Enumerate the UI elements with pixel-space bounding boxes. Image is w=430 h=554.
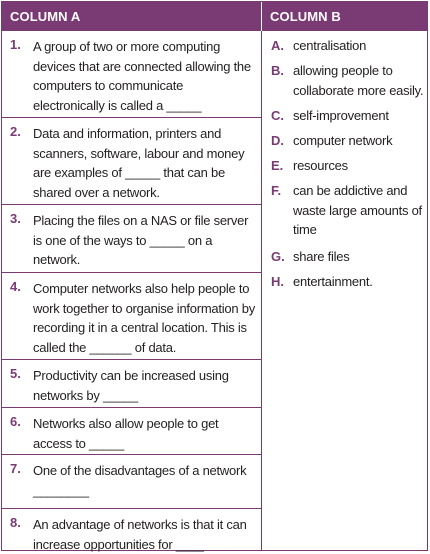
question-text: An advantage of networks is that it can increase opportunities for ____ [33,517,247,552]
question-row-4 [2,273,261,360]
question-row-2 [2,118,261,205]
answer-text: allowing people to collaborate more easily. [293,63,424,98]
table-header [2,2,427,31]
question-row-5 [2,360,261,408]
answer-text: share files [293,249,350,264]
answer-letter: A. [271,38,284,53]
answer-letter: D. [271,133,284,148]
answer-letter: H. [271,274,284,289]
column-divider [261,31,262,550]
question-number: 2. [10,124,21,139]
question-text: A group of two or more computing devices that are connected allowing the computers to communicate electronically is called a _____ [33,39,251,113]
question-text: Productivity can be increased using networks by _____ [33,368,229,403]
question-number: 7. [10,461,21,476]
answer-letter: G. [271,249,285,264]
question-text: Computer networks also help people to work together to organise information by recording it in a central location. This is called the ______ of data. [33,281,255,355]
question-text: Data and information, printers and scanners, software, labour and money are examples of _____ that can be shared over a network. [33,126,245,200]
answer-letter: E. [271,158,284,173]
question-row-7 [2,455,261,509]
question-number: 6. [10,414,21,429]
question-text: Placing the files on a NAS or file server is one of the ways to _____ on a network. [33,213,249,267]
question-text: Networks also allow people to get access to _____ [33,416,219,451]
answer-text: computer network [293,133,393,148]
header-divider [261,2,262,31]
answer-letter: B. [271,63,284,78]
answer-letter: F. [271,183,282,198]
question-text: One of the disadvantages of a network ________ [33,463,247,498]
question-number: 4. [10,279,21,294]
answer-text: can be addictive and waste large amounts of time [293,183,422,237]
question-number: 8. [10,515,21,530]
question-number: 1. [10,37,21,52]
question-number: 5. [10,366,21,381]
column-b-heading: COLUMN B [270,9,341,24]
question-number: 3. [10,211,21,226]
answer-text: centralisation [293,38,367,53]
answer-text: entertainment. [293,274,373,289]
question-row-8 [2,509,261,551]
matching-table [1,1,428,551]
question-row-6 [2,408,261,455]
question-row-1 [2,31,261,118]
answer-text: resources [293,158,348,173]
question-row-3 [2,205,261,273]
answer-letter: C. [271,108,284,123]
column-a-heading: COLUMN A [10,9,81,24]
answer-text: self-improvement [293,108,389,123]
